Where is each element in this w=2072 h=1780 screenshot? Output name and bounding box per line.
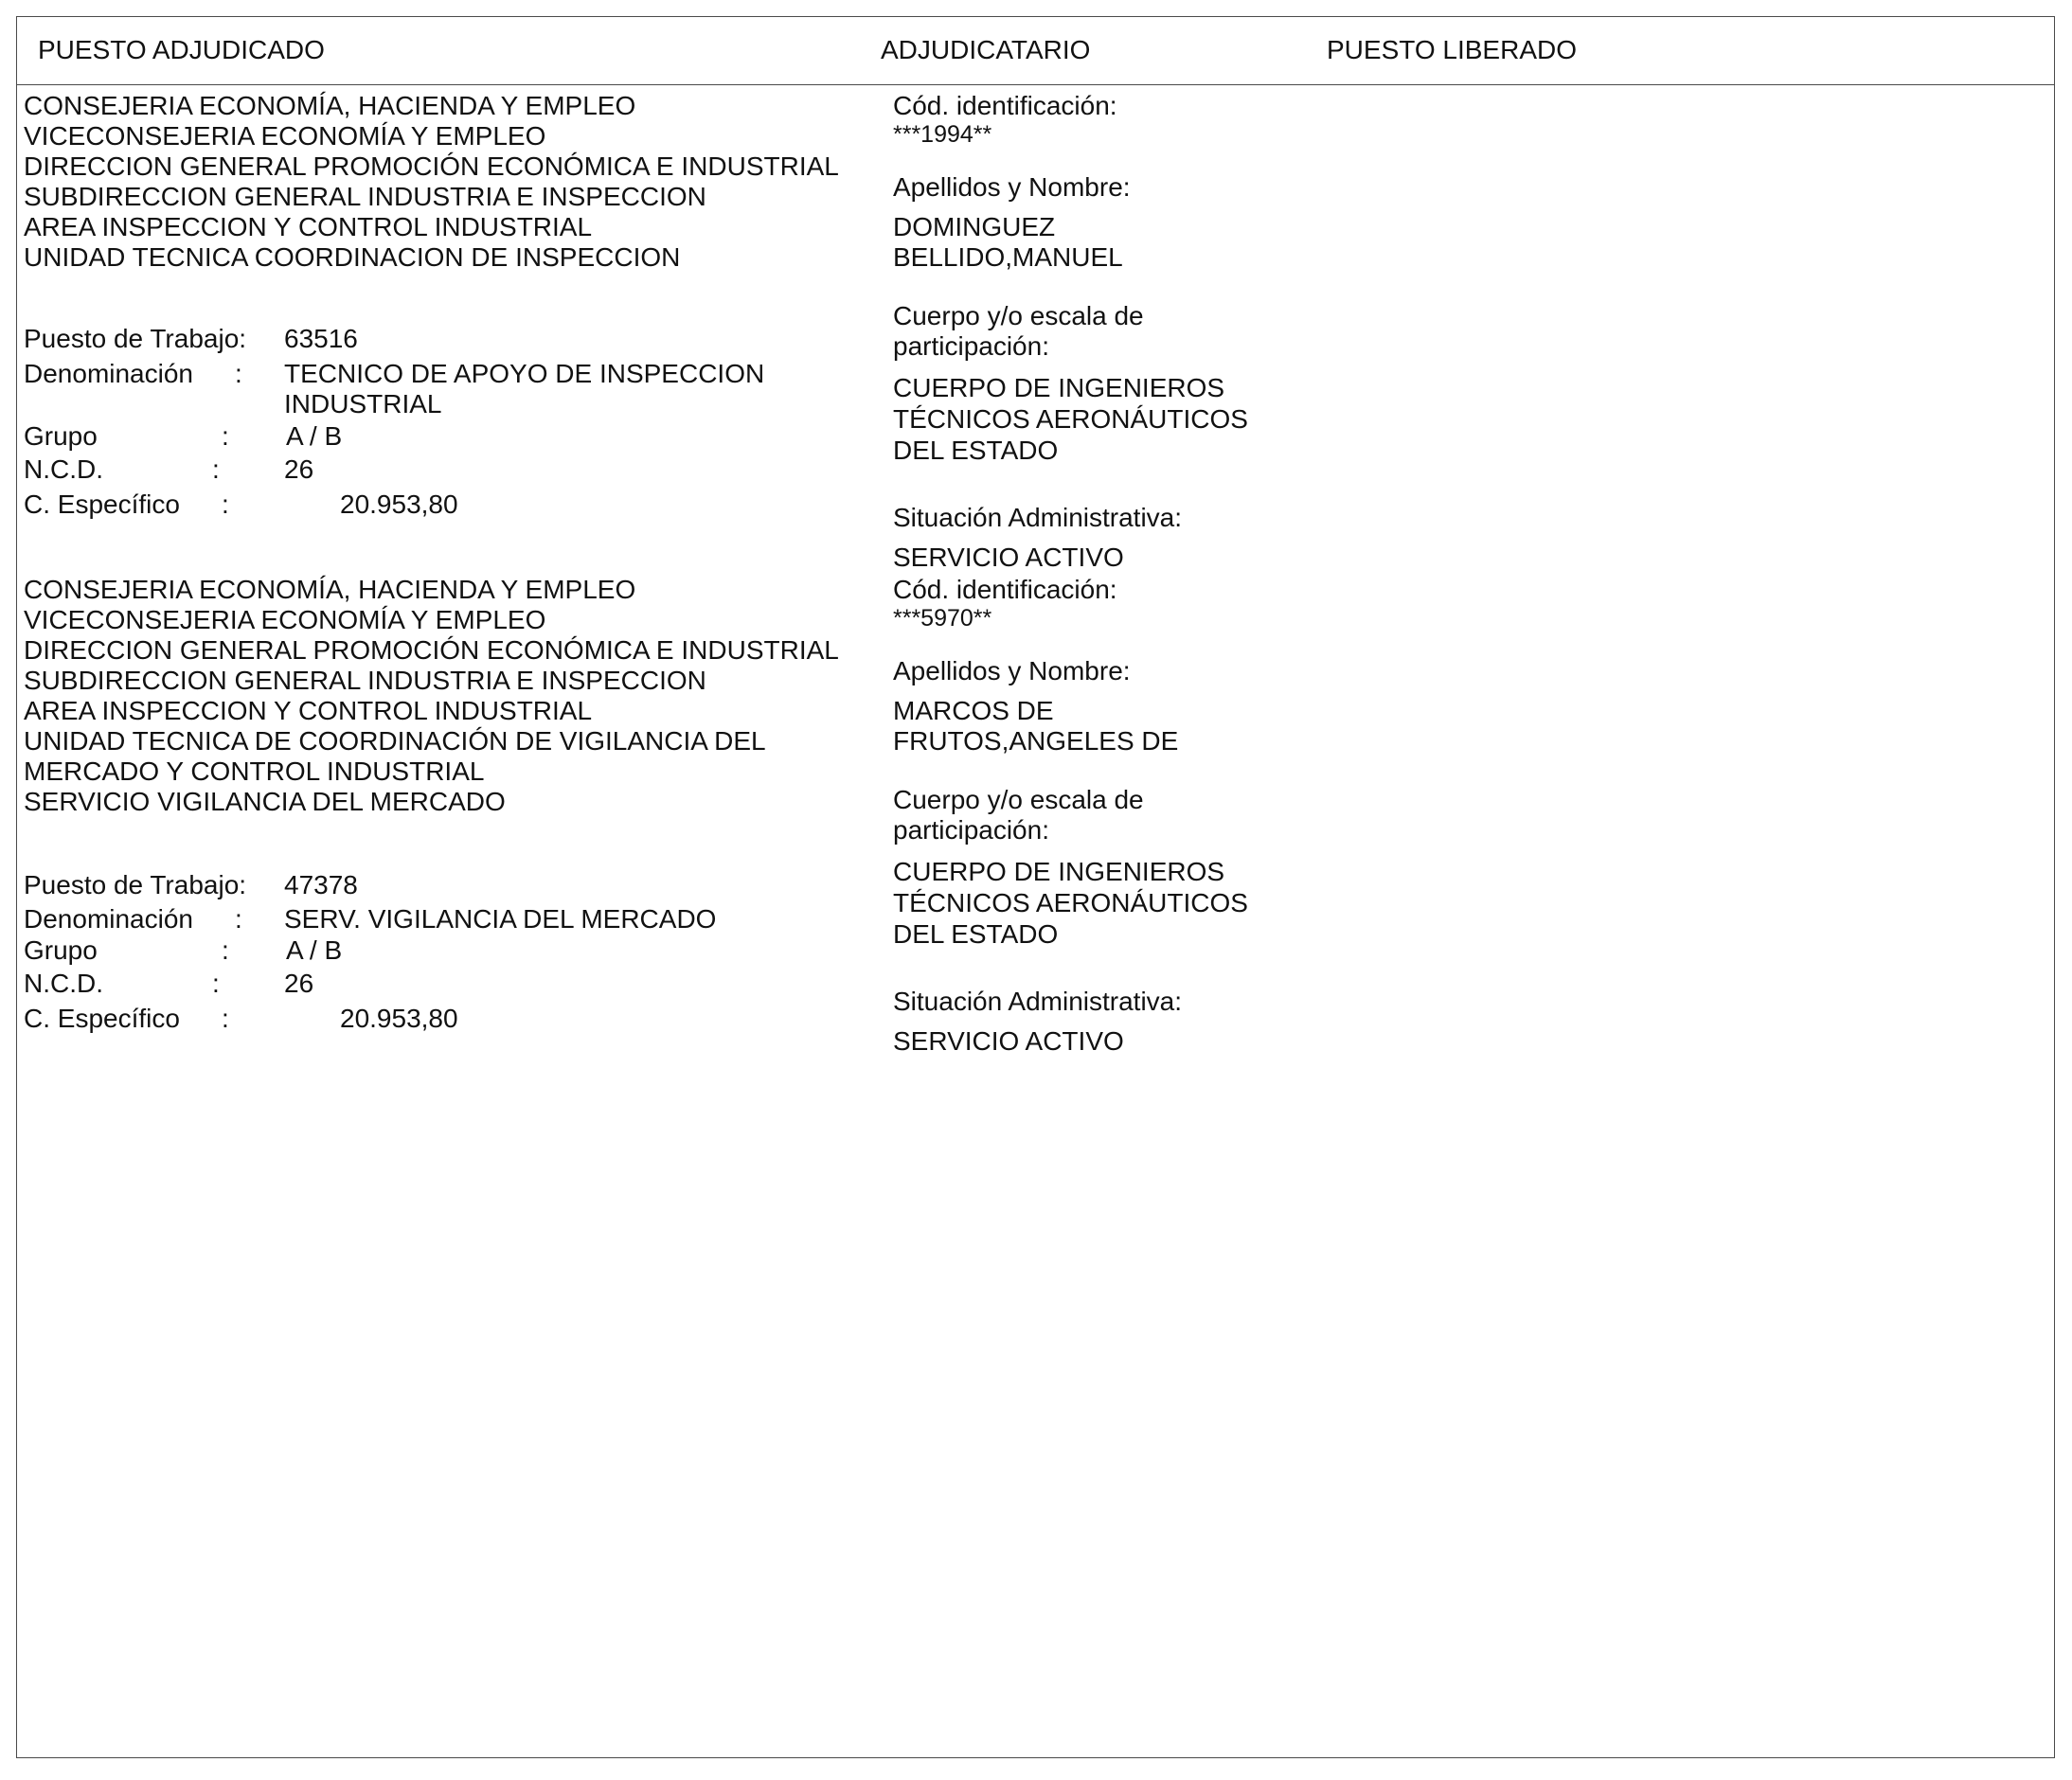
ncd-value: 26	[284, 454, 314, 484]
org-line: DIRECCION GENERAL PROMOCIÓN ECONÓMICA E INDUSTRIAL	[24, 151, 839, 181]
cod-identificacion-label: Cód. identificación:	[893, 91, 1117, 120]
situacion-label: Situación Administrativa:	[893, 987, 1183, 1016]
colon: :	[212, 454, 220, 484]
grupo-value: A / B	[286, 935, 343, 965]
apellidos-nombre-value: DOMINGUEZ	[893, 212, 1056, 241]
puesto-label: Puesto de Trabajo:	[24, 324, 247, 353]
org-line: SUBDIRECCION GENERAL INDUSTRIA E INSPECCION	[24, 666, 706, 695]
cuerpo-value: DEL ESTADO	[893, 919, 1059, 949]
org-line: SUBDIRECCION GENERAL INDUSTRIA E INSPECCION	[24, 182, 706, 211]
ncd-value: 26	[284, 969, 314, 998]
org-line: UNIDAD TECNICA DE COORDINACIÓN DE VIGILANCIA DEL	[24, 726, 766, 756]
cuerpo-label: participación:	[893, 331, 1049, 361]
cuerpo-label: Cuerpo y/o escala de	[893, 785, 1144, 814]
situacion-label: Situación Administrativa:	[893, 503, 1183, 532]
grupo-value: A / B	[286, 421, 343, 451]
cuerpo-value: CUERPO DE INGENIEROS	[893, 373, 1225, 402]
c-especifico-label: C. Específico	[24, 1004, 180, 1033]
ncd-label: N.C.D.	[24, 969, 103, 998]
puesto-value: 47378	[284, 870, 358, 899]
org-line: VICECONSEJERIA ECONOMÍA Y EMPLEO	[24, 605, 546, 634]
organization-hierarchy	[24, 575, 839, 817]
org-line: SERVICIO VIGILANCIA DEL MERCADO	[24, 787, 506, 816]
org-line: CONSEJERIA ECONOMÍA, HACIENDA Y EMPLEO	[24, 91, 636, 120]
c-especifico-label: C. Específico	[24, 490, 180, 519]
org-line: VICECONSEJERIA ECONOMÍA Y EMPLEO	[24, 121, 546, 151]
cuerpo-value: TÉCNICOS AERONÁUTICOS	[893, 404, 1248, 434]
column-header-adjudicatario: ADJUDICATARIO	[881, 35, 1091, 64]
denominacion-label: Denominación	[24, 904, 193, 934]
org-line: AREA INSPECCION Y CONTROL INDUSTRIAL	[24, 696, 593, 725]
org-line: AREA INSPECCION Y CONTROL INDUSTRIAL	[24, 212, 593, 241]
organization-hierarchy	[24, 91, 839, 273]
column-header-puesto-adjudicado: PUESTO ADJUDICADO	[38, 35, 325, 64]
situacion-value: SERVICIO ACTIVO	[893, 1026, 1124, 1056]
apellidos-nombre-label: Apellidos y Nombre:	[893, 656, 1131, 685]
puesto-label: Puesto de Trabajo:	[24, 870, 247, 899]
denominacion-value: SERV. VIGILANCIA DEL MERCADO	[284, 904, 717, 934]
cod-identificacion-label: Cód. identificación:	[893, 575, 1117, 604]
header-divider	[16, 84, 2055, 85]
cuerpo-value: CUERPO DE INGENIEROS	[893, 857, 1225, 886]
ncd-label: N.C.D.	[24, 454, 103, 484]
apellidos-nombre-value: BELLIDO,MANUEL	[893, 242, 1123, 272]
colon: :	[235, 904, 242, 934]
cod-identificacion-value: ***1994**	[893, 121, 992, 148]
column-header-puesto-liberado: PUESTO LIBERADO	[1327, 35, 1578, 64]
org-line: MERCADO Y CONTROL INDUSTRIAL	[24, 756, 485, 786]
grupo-label: Grupo	[24, 935, 98, 965]
situacion-value: SERVICIO ACTIVO	[893, 543, 1124, 572]
c-especifico-value: 20.953,80	[340, 1004, 458, 1033]
colon: :	[235, 359, 242, 388]
cuerpo-label: participación:	[893, 815, 1049, 845]
denominacion-value: TECNICO DE APOYO DE INSPECCION	[284, 359, 765, 388]
colon: :	[222, 935, 229, 965]
apellidos-nombre-value: FRUTOS,ANGELES DE	[893, 726, 1179, 756]
cuerpo-value: DEL ESTADO	[893, 436, 1059, 465]
colon: :	[222, 1004, 229, 1033]
org-line: DIRECCION GENERAL PROMOCIÓN ECONÓMICA E INDUSTRIAL	[24, 635, 839, 665]
denominacion-value: INDUSTRIAL	[284, 389, 442, 418]
apellidos-nombre-value: MARCOS DE	[893, 696, 1054, 725]
puesto-value: 63516	[284, 324, 358, 353]
cuerpo-label: Cuerpo y/o escala de	[893, 301, 1144, 330]
apellidos-nombre-label: Apellidos y Nombre:	[893, 172, 1131, 202]
cod-identificacion-value: ***5970**	[893, 605, 992, 632]
colon: :	[222, 421, 229, 451]
colon: :	[212, 969, 220, 998]
org-line: CONSEJERIA ECONOMÍA, HACIENDA Y EMPLEO	[24, 575, 636, 604]
c-especifico-value: 20.953,80	[340, 490, 458, 519]
org-line: UNIDAD TECNICA COORDINACION DE INSPECCION	[24, 242, 681, 272]
cuerpo-value: TÉCNICOS AERONÁUTICOS	[893, 888, 1248, 917]
denominacion-label: Denominación	[24, 359, 193, 388]
grupo-label: Grupo	[24, 421, 98, 451]
colon: :	[222, 490, 229, 519]
